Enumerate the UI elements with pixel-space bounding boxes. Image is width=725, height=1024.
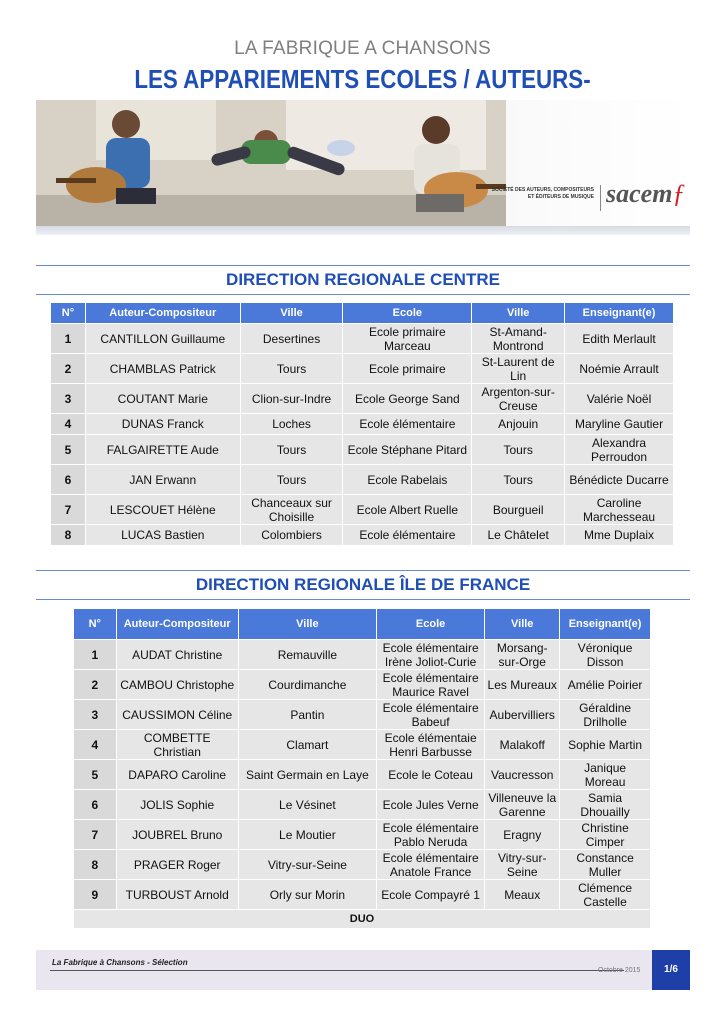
author-city: Clamart: [239, 730, 376, 759]
author-name: CAMBOU Christophe: [117, 670, 238, 699]
author-name: TURBOUST Arnold: [117, 880, 238, 909]
row-number: 8: [74, 850, 116, 879]
sacem-divider: [600, 185, 601, 211]
teacher-name: Sophie Martin: [560, 730, 650, 759]
row-number: 5: [51, 435, 85, 464]
table-row: [51, 324, 673, 353]
school-city: Malakoff: [485, 730, 559, 759]
teacher-name: Véronique Disson: [560, 640, 650, 669]
school-name: Ecole élémentaire: [343, 525, 471, 545]
author-city: Tours: [241, 435, 343, 464]
school-city: Bourgueil: [472, 495, 564, 524]
teacher-name: Christine Cimper: [560, 820, 650, 849]
teacher-name: Bénédicte Ducarre: [565, 465, 673, 494]
author-name: JAN Erwann: [86, 465, 240, 494]
col-header-school-city: Ville: [472, 303, 564, 323]
teacher-name: Géraldine Drilholle: [560, 700, 650, 729]
sacem-branding: [476, 179, 686, 225]
table-row-duo: [74, 910, 650, 928]
author-city: Tours: [241, 465, 343, 494]
teacher-name: Clémence Castelle: [560, 880, 650, 909]
row-number: 6: [74, 790, 116, 819]
sacem-org-text: SOCIÉTÉ DES AUTEURS, COMPOSITEURS ET ÉDITEURS DE MUSIQUE: [491, 187, 594, 200]
table-row: [74, 730, 650, 759]
sacem-logo: sacemƒ: [606, 179, 686, 208]
row-number: 2: [74, 670, 116, 699]
school-city: Vitry-sur-Seine: [485, 850, 559, 879]
school-name: Ecole Compayré 1: [377, 880, 484, 909]
school-city: Vaucresson: [485, 760, 559, 789]
centre-table: [50, 302, 674, 546]
row-number: 6: [51, 465, 85, 494]
teacher-name: Samia Dhouailly: [560, 790, 650, 819]
school-name: Ecole élémentaire: [343, 414, 471, 434]
school-name: Ecole élémentaire Maurice Ravel: [377, 670, 484, 699]
section-divider-top: [36, 265, 690, 266]
teacher-name: Alexandra Perroudon: [565, 435, 673, 464]
school-city: Anjouin: [472, 414, 564, 434]
school-name: Ecole primaire: [343, 354, 471, 383]
idf-table: [73, 608, 651, 929]
row-number: 1: [74, 640, 116, 669]
table-row: [51, 384, 673, 413]
author-city: Tours: [241, 354, 343, 383]
school-name: Ecole le Coteau: [377, 760, 484, 789]
footer-document-name: La Fabrique à Chansons - Sélection: [52, 958, 188, 967]
school-city: Villeneuve la Garenne: [485, 790, 559, 819]
section-divider-bottom: [36, 599, 690, 600]
author-city: Orly sur Morin: [239, 880, 376, 909]
table-row: [74, 790, 650, 819]
table-header-row: [74, 609, 650, 639]
author-name: FALGAIRETTE Aude: [86, 435, 240, 464]
teacher-name: Mme Duplaix: [565, 525, 673, 545]
author-name: DUNAS Franck: [86, 414, 240, 434]
page-footer: [36, 950, 690, 990]
table-row: [51, 495, 673, 524]
school-name: Ecole élémentaire Anatole France: [377, 850, 484, 879]
col-header-school: Ecole: [343, 303, 471, 323]
col-header-author: Auteur-Compositeur: [86, 303, 240, 323]
school-name: Ecole Rabelais: [343, 465, 471, 494]
teacher-name: Noémie Arrault: [565, 354, 673, 383]
table-row: [51, 435, 673, 464]
table-row: [74, 850, 650, 879]
col-header-teacher: Enseignant(e): [560, 609, 650, 639]
school-city: Morsang-sur-Orge: [485, 640, 559, 669]
table-row: [74, 820, 650, 849]
section-title-idf: DIRECTION REGIONALE ÎLE DE FRANCE: [195, 575, 531, 594]
author-city: Loches: [241, 414, 343, 434]
school-city: Les Mureaux: [485, 670, 559, 699]
author-name: JOUBREL Bruno: [117, 820, 238, 849]
teacher-name: Caroline Marchesseau: [565, 495, 673, 524]
author-city: Clion-sur-Indre: [241, 384, 343, 413]
school-name: Ecole élémentaire Pablo Neruda: [377, 820, 484, 849]
school-name: Ecole George Sand: [343, 384, 471, 413]
footer-rule: [50, 970, 624, 971]
school-city: Aubervilliers: [485, 700, 559, 729]
author-name: DAPARO Caroline: [117, 760, 238, 789]
school-city: Meaux: [485, 880, 559, 909]
school-name: Ecole Jules Verne: [377, 790, 484, 819]
row-number: 9: [74, 880, 116, 909]
school-name: Ecole Stéphane Pitard: [343, 435, 471, 464]
musicians-illustration: [36, 100, 506, 235]
school-name: Ecole élémentaire Babeuf: [377, 700, 484, 729]
school-city: Argenton-sur-Creuse: [472, 384, 564, 413]
col-header-school-city: Ville: [485, 609, 559, 639]
table-row: [51, 525, 673, 545]
header-banner: [36, 100, 690, 235]
school-city: St-Laurent de Lin: [472, 354, 564, 383]
author-city: Le Moutier: [239, 820, 376, 849]
author-city: Chanceaux sur Choisille: [241, 495, 343, 524]
row-number: 4: [51, 414, 85, 434]
row-number: 1: [51, 324, 85, 353]
section-title-centre: DIRECTION REGIONALE CENTRE: [226, 270, 500, 289]
table-row: [74, 700, 650, 729]
author-name: LUCAS Bastien: [86, 525, 240, 545]
author-city: Saint Germain en Laye: [239, 760, 376, 789]
author-city: Courdimanche: [239, 670, 376, 699]
table-row: [74, 670, 650, 699]
col-header-author: Auteur-Compositeur: [117, 609, 238, 639]
row-number: 3: [74, 700, 116, 729]
table-header-row: [51, 303, 673, 323]
table-row: [51, 354, 673, 383]
row-number: 8: [51, 525, 85, 545]
row-number: 3: [51, 384, 85, 413]
author-name: CHAMBLAS Patrick: [86, 354, 240, 383]
col-header-school: Ecole: [377, 609, 484, 639]
author-city: Colombiers: [241, 525, 343, 545]
table-row: [74, 640, 650, 669]
author-city: Remauville: [239, 640, 376, 669]
author-city: Le Vésinet: [239, 790, 376, 819]
table-row: [51, 465, 673, 494]
row-number: 7: [74, 820, 116, 849]
row-number: 5: [74, 760, 116, 789]
author-name: LESCOUET Hélène: [86, 495, 240, 524]
author-name: PRAGER Roger: [117, 850, 238, 879]
teacher-name: Valérie Noël: [565, 384, 673, 413]
school-name: Ecole Albert Ruelle: [343, 495, 471, 524]
school-name: Ecole primaire Marceau: [343, 324, 471, 353]
author-name: JOLIS Sophie: [117, 790, 238, 819]
teacher-name: Janique Moreau: [560, 760, 650, 789]
author-name: COMBETTE Christian: [117, 730, 238, 759]
table-row: [74, 760, 650, 789]
footer-date: Octobre 2015: [598, 967, 641, 974]
author-name: CAUSSIMON Céline: [117, 700, 238, 729]
author-city: Vitry-sur-Seine: [239, 850, 376, 879]
page-title: LES APPARIEMENTS ECOLES / AUTEURS-: [134, 64, 591, 94]
teacher-name: Edith Merlault: [565, 324, 673, 353]
duo-label: DUO: [74, 910, 650, 928]
teacher-name: Amélie Poirier: [560, 670, 650, 699]
author-name: AUDAT Christine: [117, 640, 238, 669]
author-name: COUTANT Marie: [86, 384, 240, 413]
school-city: Tours: [472, 435, 564, 464]
school-city: Le Châtelet: [472, 525, 564, 545]
banner-shadow: [36, 226, 690, 235]
page-supertitle: LA FABRIQUE A CHANSONS: [234, 38, 491, 59]
school-city: Eragny: [485, 820, 559, 849]
col-header-teacher: Enseignant(e): [565, 303, 673, 323]
school-city: St-Amand-Montrond: [472, 324, 564, 353]
row-number: 2: [51, 354, 85, 383]
author-city: Desertines: [241, 324, 343, 353]
section-divider-top: [36, 570, 690, 571]
table-row: [74, 880, 650, 909]
col-header-number: N°: [74, 609, 116, 639]
author-city: Pantin: [239, 700, 376, 729]
school-name: Ecole élémentaie Henri Barbusse: [377, 730, 484, 759]
school-name: Ecole élémentaire Irène Joliot-Curie: [377, 640, 484, 669]
section-divider-bottom: [36, 294, 690, 295]
col-header-number: N°: [51, 303, 85, 323]
row-number: 4: [74, 730, 116, 759]
footer-page-number: 1/6: [652, 950, 690, 990]
col-header-city: Ville: [239, 609, 376, 639]
teacher-name: Constance Muller: [560, 850, 650, 879]
school-city: Tours: [472, 465, 564, 494]
author-name: CANTILLON Guillaume: [86, 324, 240, 353]
teacher-name: Maryline Gautier: [565, 414, 673, 434]
table-row: [51, 414, 673, 434]
col-header-city: Ville: [241, 303, 343, 323]
row-number: 7: [51, 495, 85, 524]
